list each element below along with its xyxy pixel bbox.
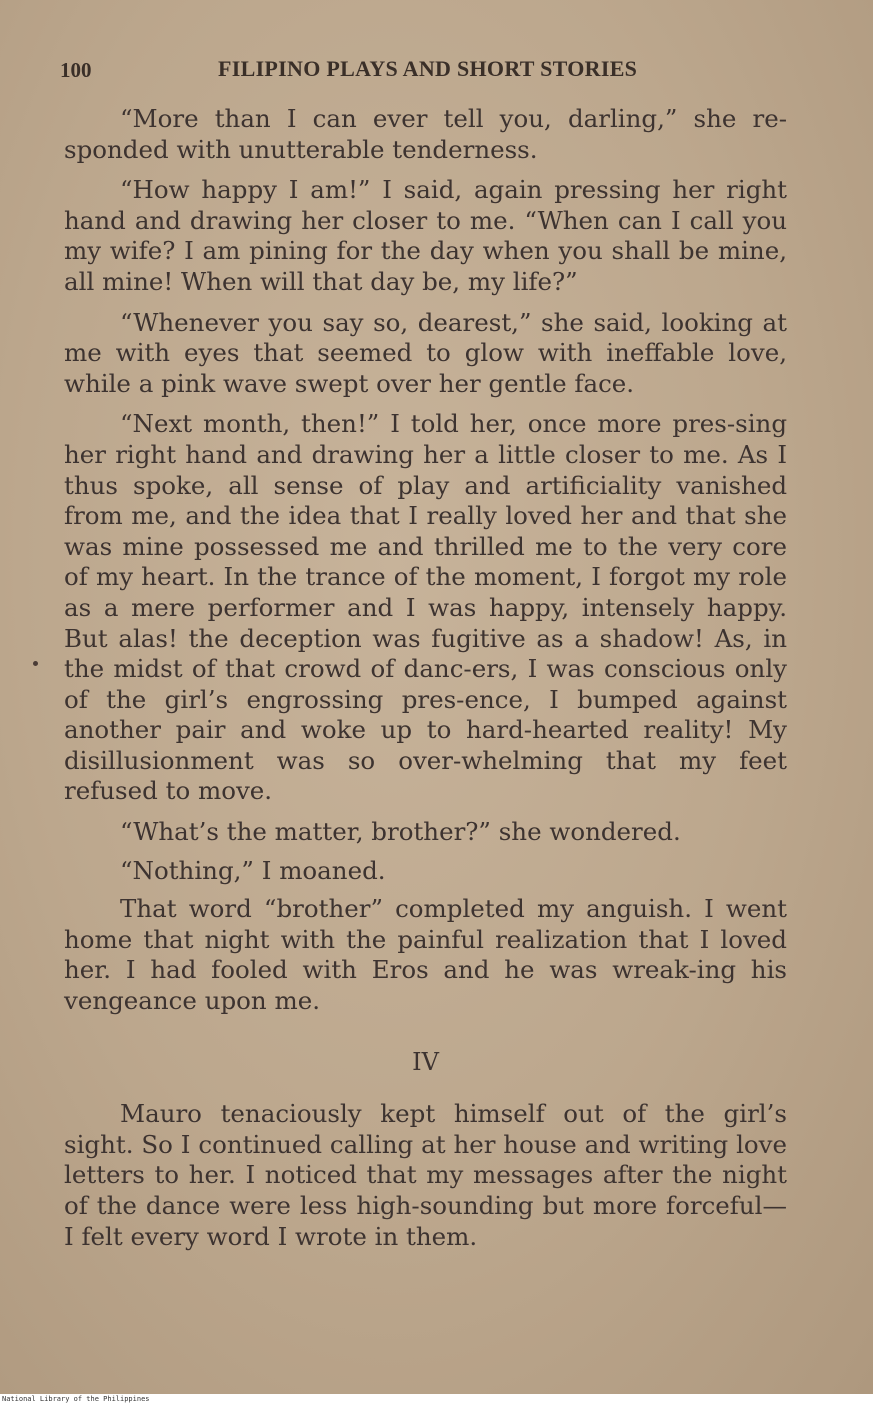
body-text [64,104,787,1262]
paragraph: “Next month, then!” I told her, once more pres-sing her right hand and drawing her a little closer to me. As I thus spoke, all sense of play and artificiality vanished from me, and the idea that I really loved her and that she was mine possessed me and thrilled me to the very core of my heart. In the trance of the moment, I forgot my role as a mere performer and I was happy, intensely happy. But alas! the deception was fugitive as a shadow! As, in the midst of that crowd of danc-ers, I was conscious only of the girl’s engrossing pres-ence, I bumped against another pair and woke up to hard-hearted reality! My disillusionment was so over-whelming that my feet refused to move. [64,409,787,806]
section-heading: IV [412,1047,439,1076]
running-header [0,52,873,86]
book-title: FILIPINO PLAYS AND SHORT STORIES [218,56,638,81]
paragraph: “Whenever you say so, dearest,” she said, looking at me with eyes that seemed to glow with ineffable love, while a pink wave swept over her gentle face. [64,307,787,398]
page-number: 100 [60,58,92,82]
paragraph: Mauro tenaciously kept himself out of the girl’s sight. So I continued calling at her house and writing love letters to her. I noticed that my messages after the night of the dance were less high-sounding but more forceful—I felt every word I wrote in them. [64,1099,787,1251]
paragraph: “How happy I am!” I said, again pressing her right hand and drawing her closer to me. “When can I call you my wife? I am pining for the day when you shall be mine, all mine! When will that day be, my life?” [64,175,787,296]
paragraph: “More than I can ever tell you, darling,” she re-sponded with unutterable tenderness. [64,104,787,164]
margin-mark [33,661,38,666]
paragraph: “What’s the matter, brother?” she wondered. [120,817,681,847]
paragraph: That word “brother” completed my anguish. I went home that night with the painful realization that I loved her. I had fooled with Eros and he was wreak-ing his vengeance upon me. [64,894,787,1016]
library-credit: National Library of the Philippines [2,1395,150,1403]
paragraph: “Nothing,” I moaned. [120,855,386,885]
